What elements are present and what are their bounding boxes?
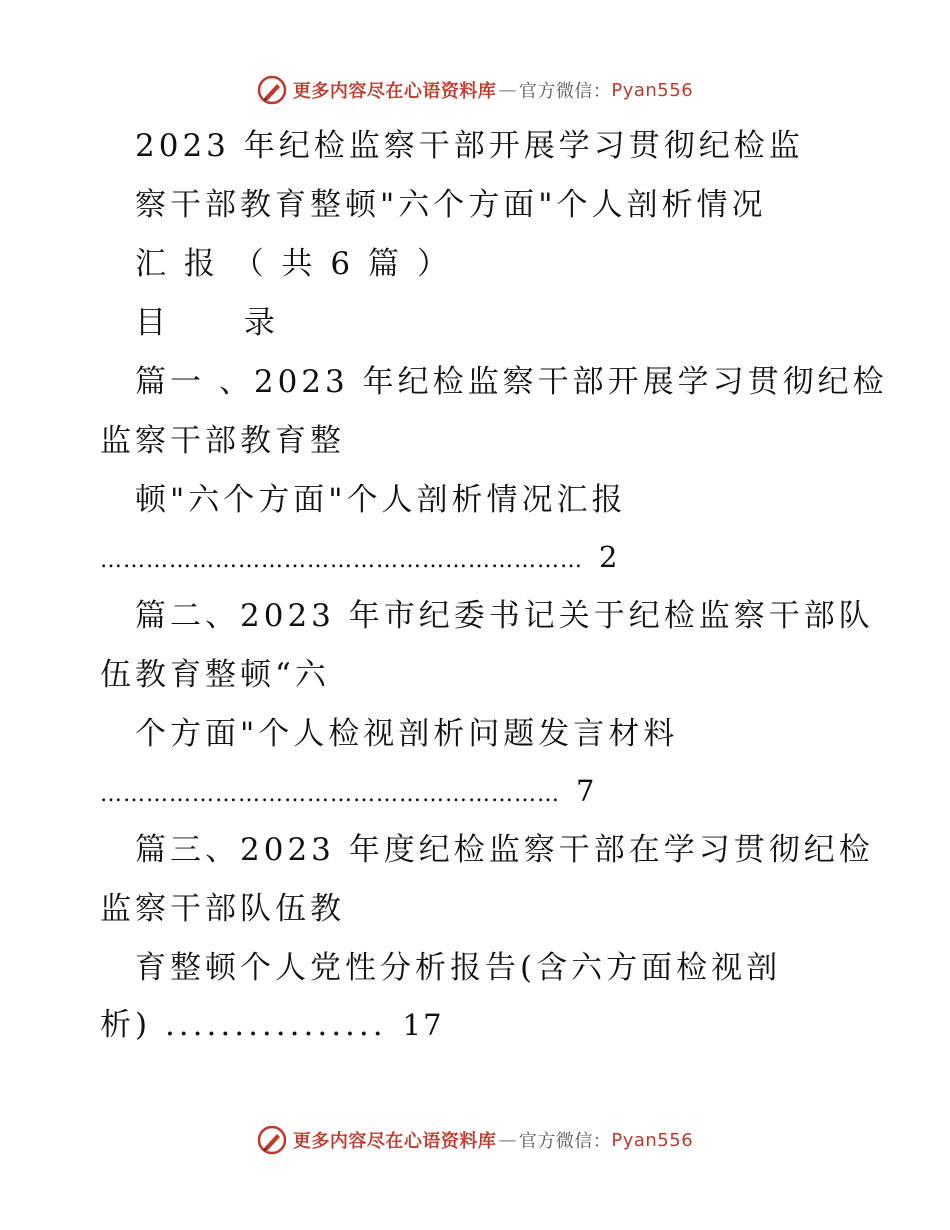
toc-entry-2-leader: …………………………………………………… — [100, 782, 560, 807]
toc-entry-1-page: 2 — [599, 540, 620, 574]
toc-entry-2-line-3[interactable]: 个方面"个人检视剖析问题发言材料 — [135, 716, 679, 752]
toc-entry-3-line-3[interactable]: 育整顿个人党性分析报告(含六方面检视剖 — [135, 950, 782, 986]
toc-heading: 目 录 — [135, 305, 309, 341]
toc-entry-1-line-1[interactable]: 篇一 、2023 年纪检监察干部开展学习贯彻纪检 — [135, 364, 888, 400]
toc-entry-3-page: 17 — [402, 1008, 444, 1042]
watermark-handle: Pyan556 — [611, 79, 694, 101]
toc-entry-2-page: 7 — [576, 774, 597, 808]
pen-logo-icon — [257, 75, 287, 105]
doc-title-line-1: 2023 年纪检监察干部开展学习贯彻纪检监 — [135, 128, 804, 164]
toc-entry-2-leader-row[interactable] — [100, 771, 596, 815]
toc-entry-3-leader-row[interactable] — [100, 1005, 444, 1045]
toc-entry-3-tail: 析) ................ — [100, 1007, 387, 1043]
watermark-footer — [0, 1120, 950, 1160]
toc-entry-1-line-3[interactable]: 顿"六个方面"个人剖析情况汇报 — [135, 482, 627, 518]
toc-entry-2-line-1[interactable]: 篇二、2023 年市纪委书记关于纪检监察干部队 — [135, 598, 874, 634]
watermark-brand: 更多内容尽在心语资料库 — [292, 81, 497, 102]
toc-entry-2-line-2[interactable]: 伍教育整顿“六 — [100, 657, 330, 693]
watermark-label: 官方微信： — [518, 81, 612, 102]
watermark-label: 官方微信： — [518, 1131, 612, 1152]
watermark-separator: — — [498, 1129, 517, 1151]
toc-entry-1-leader-row[interactable] — [100, 537, 619, 581]
watermark-brand: 更多内容尽在心语资料库 — [292, 1131, 497, 1152]
pen-logo-icon — [257, 1125, 287, 1155]
toc-entry-3-line-1[interactable]: 篇三、2023 年度纪检监察干部在学习贯彻纪检 — [135, 832, 874, 868]
watermark-separator: — — [498, 79, 517, 101]
toc-entry-1-leader: ……………………………………………………… — [100, 548, 583, 573]
watermark-handle: Pyan556 — [611, 1129, 694, 1151]
doc-title-line-3: 汇 报 （ 共 6 篇 ） — [135, 246, 452, 282]
doc-title-line-2: 察干部教育整顿"六个方面"个人剖析情况 — [135, 187, 767, 223]
watermark-header — [0, 70, 950, 110]
toc-entry-3-line-2[interactable]: 监察干部队伍教 — [100, 891, 345, 927]
toc-entry-1-line-2[interactable]: 监察干部教育整 — [100, 423, 345, 459]
